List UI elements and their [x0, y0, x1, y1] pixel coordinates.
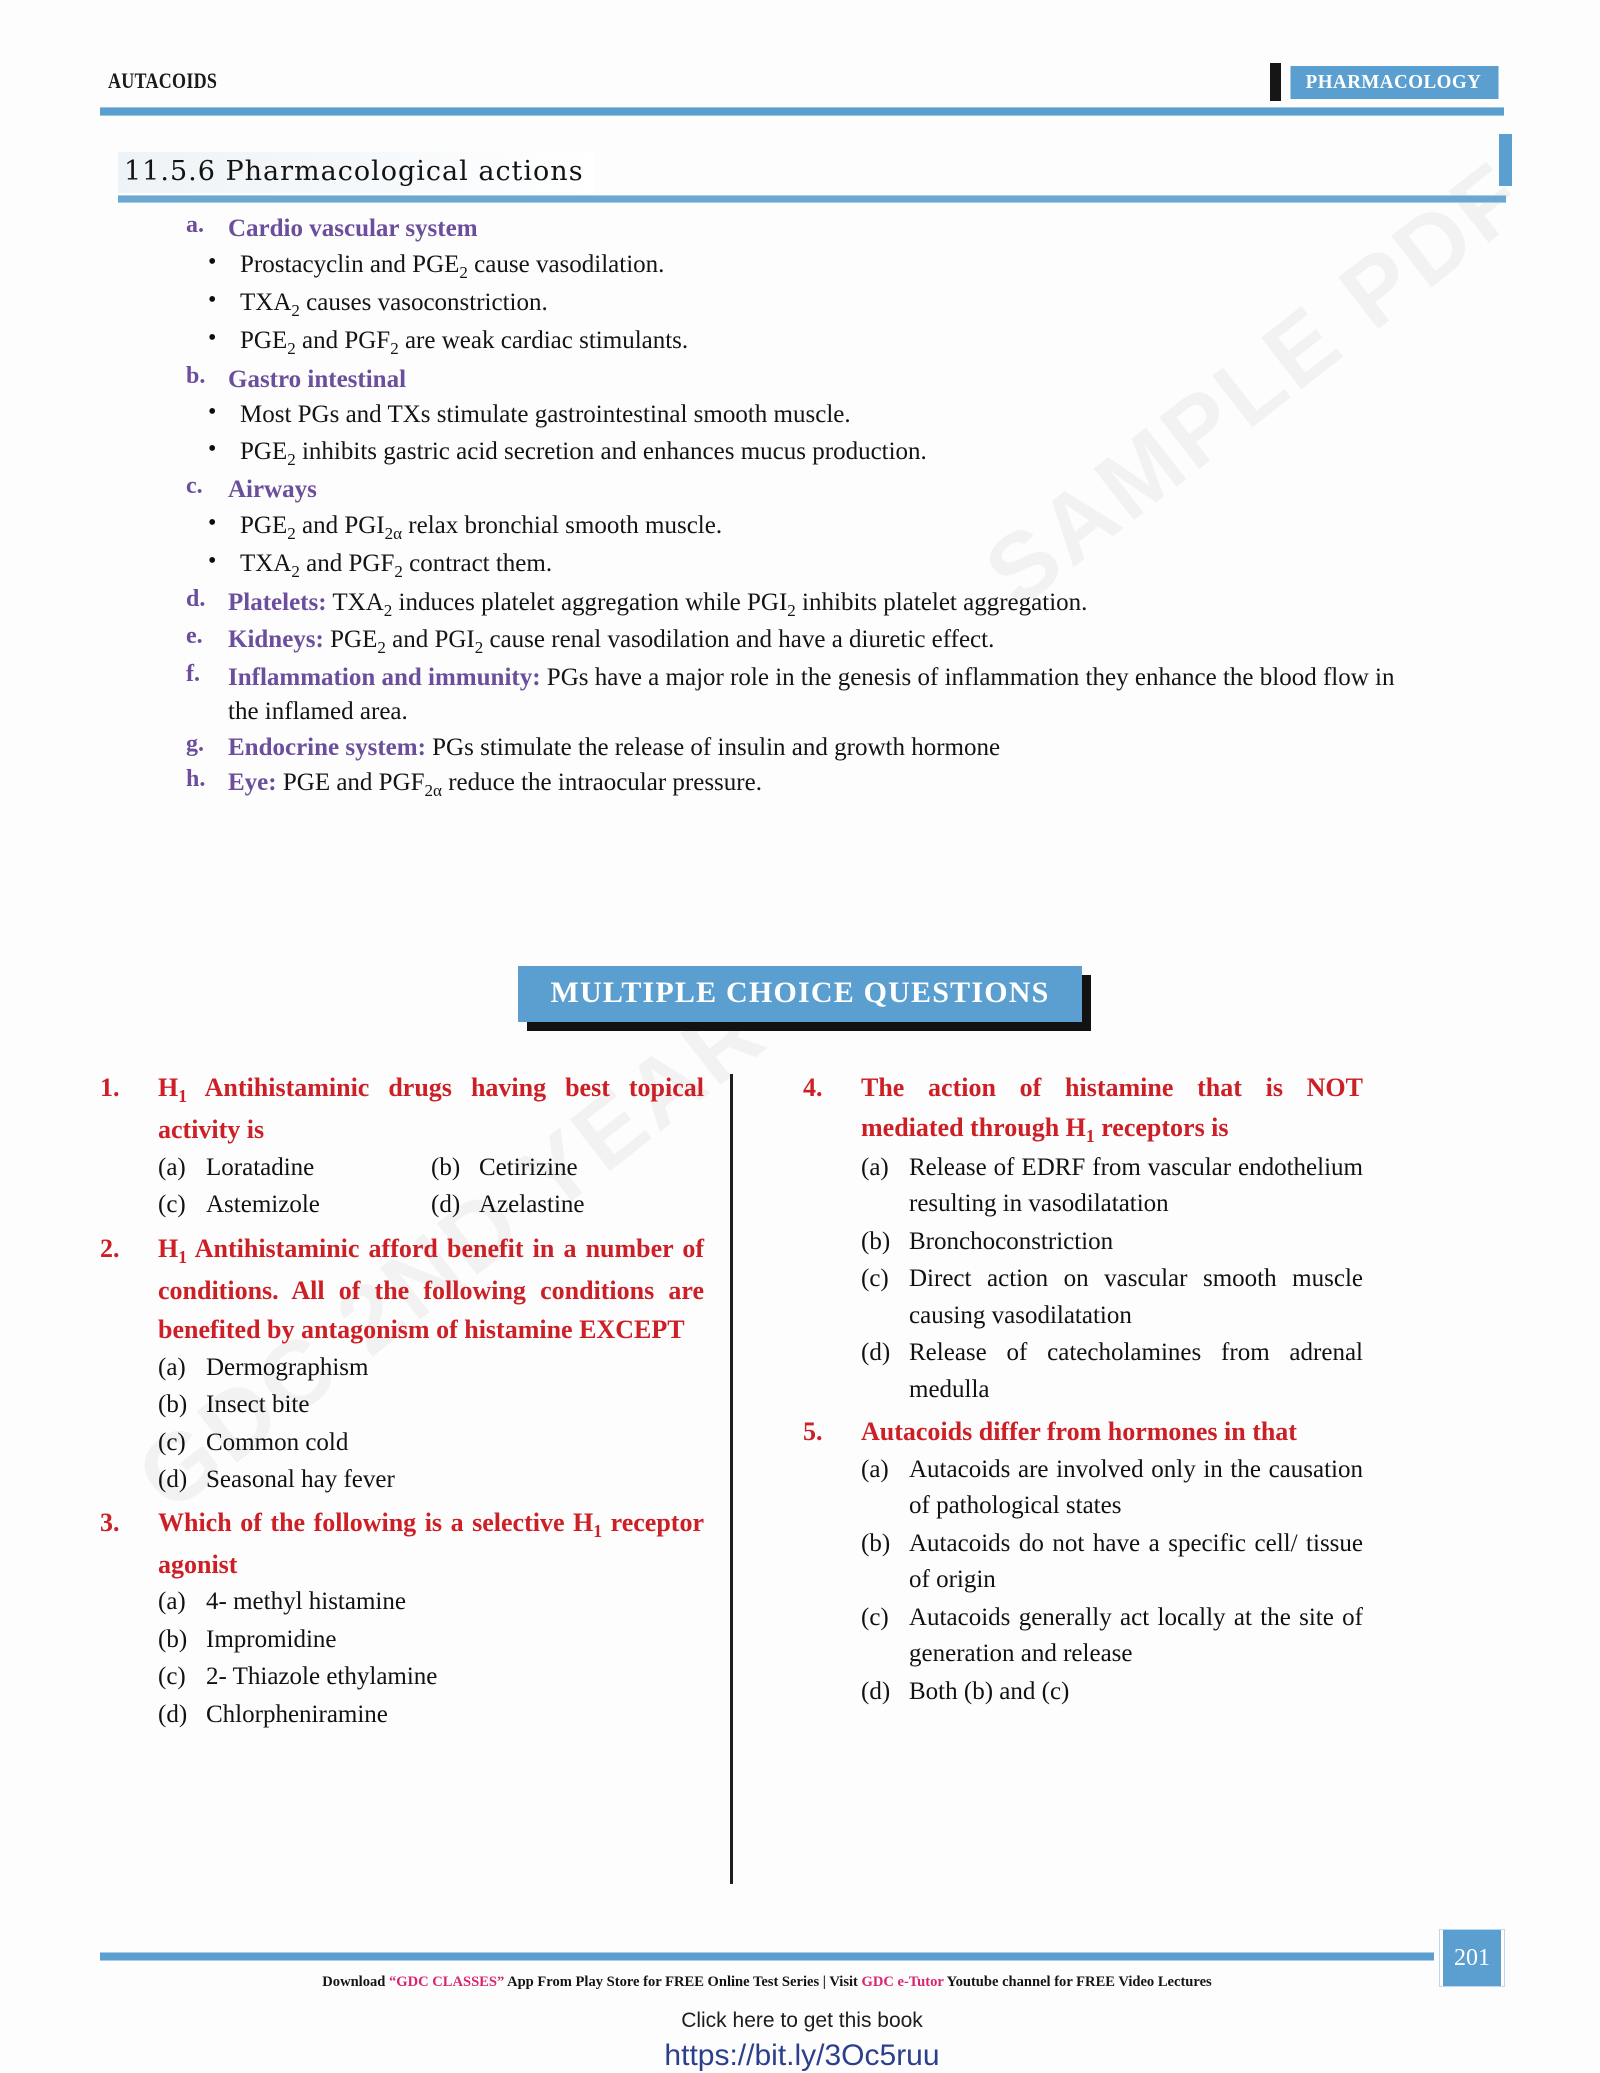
mcq-question-row — [803, 1068, 1363, 1150]
section-heading: 11.5.6 Pharmacological actions — [118, 152, 594, 193]
action-item-row — [100, 473, 1500, 508]
mcq-option-key: (d) — [431, 1191, 461, 1219]
footer-divider — [100, 1952, 1434, 1961]
mcq-question-block — [100, 1503, 704, 1734]
action-item-row — [100, 363, 1500, 398]
mcq-option[interactable] — [158, 1697, 704, 1734]
mcq-option-list — [100, 1350, 704, 1499]
mcq-option[interactable] — [158, 1622, 704, 1659]
footer-promo-line — [120, 1974, 1414, 1991]
page-footer — [100, 1944, 1504, 2073]
action-item-body — [228, 731, 1500, 766]
action-item-letter: a. — [186, 212, 204, 238]
mcq-option-key: (c) — [158, 1663, 186, 1691]
page-header — [100, 62, 1504, 124]
action-item-body — [228, 661, 1500, 730]
action-item-text: PGs have a major role in the genesis of inflammation they enhance the blood flow in the inflamed area. — [228, 663, 1395, 726]
action-item-title: Platelets: — [228, 588, 327, 616]
mcq-question-number: 1. — [100, 1073, 120, 1102]
action-item-title: Eye: — [228, 769, 277, 797]
mcq-option-text: Both (b) and (c) — [909, 1677, 1070, 1705]
action-item-body — [228, 586, 1500, 622]
action-bullet: • $TXA_2$ and $PGF_2$ contract them. — [100, 547, 1500, 583]
action-item-letter: f. — [186, 660, 200, 687]
action-item-body — [228, 623, 1500, 659]
mcq-option-key: (b) — [158, 1391, 188, 1419]
mcq-question-number: 5. — [803, 1417, 823, 1447]
footer-text-part2: App From Play Store for FREE Online Test Series | Visit — [504, 1974, 862, 1990]
mcq-option-key: (d) — [861, 1339, 891, 1367]
action-bullet: • Most PGs and TXs stimulate gastrointestinal smooth muscle. — [100, 398, 1500, 433]
action-bullet-list — [100, 398, 1500, 471]
mcq-option-text: Impromidine — [206, 1625, 337, 1653]
mcq-banner-wrap — [0, 966, 1600, 1022]
action-item-title: Gastro intestinal — [228, 365, 407, 393]
subject-tab-mark — [1270, 63, 1281, 101]
action-item-row — [100, 661, 1500, 730]
mcq-option[interactable] — [158, 1425, 704, 1462]
footer-text-part3: Youtube channel for FREE Video Lectures — [943, 1974, 1212, 1990]
action-item-text: $PGE_2$ and $PGI_2$ cause renal vasodilation and have a diuretic effect. — [330, 626, 995, 658]
action-item-body — [228, 363, 1500, 398]
action-item — [100, 586, 1500, 622]
mcq-question-block — [100, 1229, 704, 1499]
action-bullet: • $TXA_2$ causes vasoconstriction. — [100, 286, 1500, 322]
mcq-option-text: Cetirizine — [479, 1153, 578, 1181]
mcq-option-key: (a) — [158, 1353, 186, 1381]
mcq-option-key: (c) — [861, 1603, 889, 1631]
mcq-column-left — [100, 1068, 730, 1884]
promo-caption: Click here to get this book — [681, 2009, 923, 2032]
chapter-title: AUTACOIDS — [108, 68, 218, 93]
mcq-option-key: (a) — [861, 1455, 889, 1483]
page-number-badge: 201 — [1440, 1930, 1504, 1986]
mcq-option[interactable] — [158, 1150, 431, 1187]
mcq-question-text: Autacoids differ from hormones in that — [861, 1417, 1297, 1447]
mcq-question-text: $H_1$ Antihistaminic afford benefit in a number of conditions. All of the following conditions are benefited by antagonism of histamine EXCEPT — [158, 1233, 704, 1345]
mcq-option[interactable] — [861, 1526, 1363, 1599]
action-item-letter: g. — [186, 730, 204, 757]
mcq-column-right — [733, 1068, 1363, 1884]
footer-text-part1: Download — [322, 1974, 390, 1990]
mcq-option-text: Azelastine — [479, 1191, 585, 1219]
action-item-letter: e. — [186, 623, 203, 650]
mcq-banner: MULTIPLE CHOICE QUESTIONS — [518, 966, 1081, 1022]
mcq-question-number: 3. — [100, 1507, 120, 1537]
mcq-option[interactable] — [431, 1187, 704, 1224]
mcq-option-key: (a) — [861, 1153, 889, 1181]
mcq-option-text: Bronchoconstriction — [909, 1227, 1114, 1255]
mcq-question-block — [803, 1068, 1363, 1408]
mcq-question-row — [100, 1229, 704, 1350]
mcq-option[interactable] — [158, 1350, 704, 1387]
header-divider — [100, 107, 1504, 116]
mcq-option-key: (b) — [431, 1153, 461, 1181]
mcq-option-text: Autacoids do not have a specific cell/ tissue of origin — [909, 1529, 1363, 1594]
action-item — [100, 661, 1500, 730]
action-item-title: Airways — [228, 476, 317, 504]
mcq-option-list — [100, 1584, 704, 1733]
mcq-option[interactable] — [158, 1659, 704, 1696]
action-item — [100, 473, 1500, 583]
mcq-question-block — [803, 1412, 1363, 1710]
action-item-row — [100, 586, 1500, 622]
mcq-option[interactable] — [861, 1261, 1363, 1334]
action-item-text: PGE and $PGF_{2\alpha}$ reduce the intraocular pressure. — [282, 769, 762, 801]
mcq-option-text: Release of catecholamines from adrenal medulla — [909, 1339, 1363, 1403]
mcq-question-number: 2. — [100, 1233, 120, 1263]
action-bullet: • Prostacyclin and $PGE_2$ cause vasodilation. — [100, 248, 1500, 284]
mcq-question-number: 4. — [803, 1073, 823, 1102]
mcq-option-text: Direct action on vascular smooth muscle causing vasodilatation — [909, 1265, 1363, 1329]
action-bullet-list — [100, 509, 1500, 584]
mcq-option[interactable] — [158, 1584, 704, 1621]
subject-label: PHARMACOLOGY — [1291, 66, 1499, 99]
mcq-option-text: Seasonal hay fever — [206, 1466, 395, 1494]
action-item-title: Endocrine system: — [228, 733, 426, 761]
mcq-question-text: Which of the following is a selective $H_1$ receptor agonist — [158, 1507, 704, 1579]
mcq-option-list — [803, 1452, 1363, 1711]
action-item — [100, 212, 1500, 361]
action-item-row — [100, 731, 1500, 766]
action-item-body — [228, 212, 1500, 247]
mcq-option-key: (b) — [861, 1227, 891, 1255]
mcq-option-text: Astemizole — [206, 1191, 320, 1219]
action-item — [100, 363, 1500, 471]
mcq-option[interactable] — [861, 1224, 1363, 1261]
action-item-title: Kidneys: — [228, 626, 324, 654]
action-item-title: Cardio vascular system — [228, 215, 478, 242]
mcq-option-key: (b) — [861, 1529, 891, 1557]
mcq-question-text: The action of histamine that is NOT mediated through $H_1$ receptors is — [861, 1073, 1363, 1146]
action-item-letter: c. — [186, 473, 203, 500]
mcq-option[interactable] — [431, 1150, 704, 1187]
section-heading-block — [118, 152, 1504, 203]
mcq-option-text: Chlorpheniramine — [206, 1700, 388, 1728]
action-item — [100, 731, 1500, 766]
mcq-option-list — [803, 1150, 1363, 1409]
section-heading-divider — [118, 195, 1506, 203]
subject-badge — [1270, 62, 1504, 102]
action-item-body — [228, 766, 1500, 802]
mcq-option-key: (c) — [158, 1191, 186, 1219]
mcq-option[interactable] — [158, 1187, 431, 1224]
mcq-option[interactable] — [861, 1335, 1363, 1408]
mcq-option-text: Insect bite — [206, 1391, 310, 1419]
mcq-option[interactable] — [861, 1600, 1363, 1673]
mcq-option-key: (a) — [158, 1153, 186, 1181]
mcq-option-text: Loratadine — [206, 1153, 315, 1181]
action-item-text: $TXA_2$ induces platelet aggregation while $PGI_2$ inhibits platelet aggregation. — [332, 588, 1088, 620]
mcq-option-key: (d) — [158, 1700, 188, 1728]
mcq-question-row — [100, 1068, 704, 1150]
action-item — [100, 766, 1500, 802]
action-item-letter: b. — [186, 362, 206, 389]
mcq-option-key: (d) — [861, 1677, 891, 1705]
action-item-row — [100, 766, 1500, 802]
mcq-option-key: (c) — [158, 1428, 186, 1456]
action-bullet: • $PGE_2$ and $PGF_2$ are weak cardiac stimulants. — [100, 324, 1500, 360]
action-item-body — [228, 473, 1500, 508]
mcq-option-list — [100, 1150, 704, 1225]
action-item-letter: d. — [186, 585, 206, 612]
mcq-option[interactable] — [861, 1674, 1363, 1711]
mcq-option[interactable] — [158, 1387, 704, 1424]
action-bullet: • $PGE_2$ and $PGI_{2\alpha}$ relax bronchial smooth muscle. — [100, 509, 1500, 545]
mcq-option-key: (c) — [861, 1265, 889, 1293]
mcq-option[interactable] — [158, 1462, 704, 1499]
mcq-option[interactable] — [861, 1150, 1363, 1223]
mcq-option-key: (a) — [158, 1588, 186, 1616]
mcq-question-row — [803, 1412, 1363, 1452]
mcq-option-text: Autacoids are involved only in the causation of pathological states — [909, 1455, 1363, 1520]
footer-brand-gdc-etutor: GDC e-Tutor — [861, 1974, 944, 1990]
footer-brand-gdc-classes: “GDC CLASSES” — [389, 1974, 505, 1990]
mcq-option-text: Dermographism — [206, 1353, 369, 1381]
action-item — [100, 623, 1500, 659]
action-bullet-list — [100, 248, 1500, 361]
section-heading-cap — [1499, 134, 1512, 186]
mcq-question-block — [100, 1068, 704, 1225]
action-item-title: Inflammation and immunity: — [228, 663, 541, 691]
mcq-option-text: Release of EDRF from vascular endothelium resulting in vasodilatation — [909, 1153, 1363, 1218]
mcq-option-text: Autacoids generally act locally at the site of generation and release — [909, 1603, 1363, 1668]
action-bullet: • $PGE_2$ inhibits gastric acid secretion and enhances mucus production. — [100, 435, 1500, 471]
action-item-text: PGs stimulate the release of insulin and growth hormone — [432, 733, 1001, 761]
mcq-option-text: Common cold — [206, 1428, 349, 1456]
pharmacological-actions-list — [100, 212, 1500, 804]
action-item-row — [100, 623, 1500, 659]
mcq-question-text: $H_1$ Antihistaminic drugs having best topical activity is — [158, 1073, 704, 1145]
mcq-question-row — [100, 1503, 704, 1585]
mcq-option-text: 2- Thiazole ethylamine — [206, 1663, 438, 1691]
action-item-row — [100, 212, 1500, 247]
mcq-area — [100, 1068, 1500, 1884]
action-item-letter: h. — [186, 766, 206, 793]
mcq-option-text: 4- methyl histamine — [206, 1588, 406, 1616]
promo-link[interactable]: https://bit.ly/3Oc5ruu — [664, 2039, 940, 2072]
mcq-option[interactable] — [861, 1452, 1363, 1525]
mcq-option-key: (b) — [158, 1625, 188, 1653]
mcq-option-key: (d) — [158, 1466, 188, 1494]
